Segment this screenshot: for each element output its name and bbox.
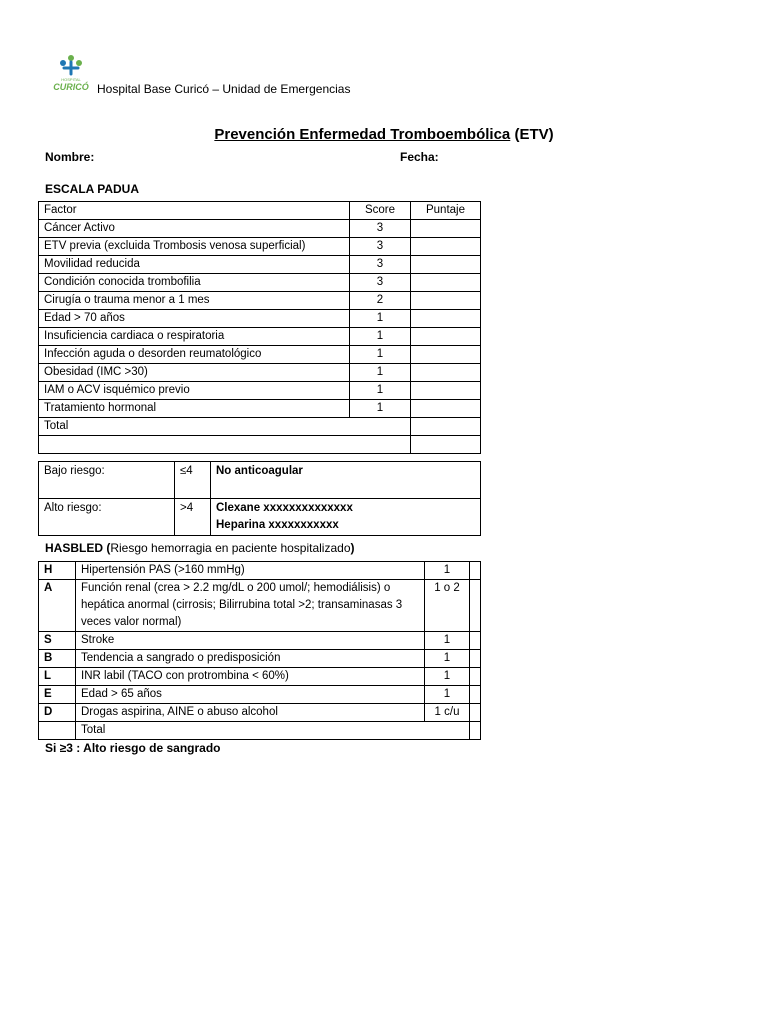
table-row (39, 668, 481, 686)
svg-text:CURICÓ: CURICÓ (53, 82, 89, 92)
table-row (39, 346, 481, 364)
table-row (39, 562, 481, 580)
table-row (39, 328, 481, 346)
padua-score: 3 (350, 220, 411, 238)
padua-total-row (39, 418, 481, 436)
hasbled-score: 1 (425, 632, 470, 650)
table-row (39, 238, 481, 256)
hospital-name: Hospital Base Curicó – Unidad de Emergencias (97, 82, 351, 96)
padua-puntaje-cell[interactable] (411, 292, 481, 310)
table-row (39, 400, 481, 418)
table-row (39, 220, 481, 238)
hasbled-text: Hipertensión PAS (>160 mmHg) (76, 562, 425, 580)
padua-factor: Edad > 70 años (39, 310, 350, 328)
title-main: Prevención Enfermedad Tromboembólica (214, 126, 511, 143)
padua-puntaje-cell[interactable] (411, 256, 481, 274)
hasbled-puntaje-cell[interactable] (470, 632, 481, 650)
hasbled-letter: D (39, 704, 76, 722)
padua-factor: Obesidad (IMC >30) (39, 364, 350, 382)
table-row (39, 256, 481, 274)
padua-table (38, 201, 481, 454)
risk-table (38, 461, 481, 536)
padua-total-label: Total (39, 418, 411, 436)
padua-score: 3 (350, 274, 411, 292)
padua-score: 3 (350, 238, 411, 256)
hasbled-letter: L (39, 668, 76, 686)
table-row (39, 310, 481, 328)
table-row (39, 364, 481, 382)
hasbled-text: Tendencia a sangrado o predisposición (76, 650, 425, 668)
hasbled-total-label: Total (76, 722, 470, 740)
hasbled-total-cell[interactable] (470, 722, 481, 740)
hasbled-puntaje-cell[interactable] (470, 686, 481, 704)
table-row (39, 704, 481, 722)
table-row (39, 499, 481, 536)
padua-factor: Cirugía o trauma menor a 1 mes (39, 292, 350, 310)
high-risk-action-heparina: Heparina xxxxxxxxxxx (216, 519, 339, 531)
table-row (39, 686, 481, 704)
hasbled-score: 1 (425, 650, 470, 668)
table-row (39, 462, 481, 499)
hasbled-puntaje-cell[interactable] (470, 580, 481, 632)
padua-puntaje-cell[interactable] (411, 400, 481, 418)
hasbled-heading-rest: Riesgo hemorragia en paciente hospitalizado (110, 541, 351, 555)
padua-factor: Infección aguda o desorden reumatológico (39, 346, 350, 364)
padua-puntaje-cell[interactable] (411, 274, 481, 292)
svg-text:HOSPITAL: HOSPITAL (61, 77, 81, 82)
padua-score: 1 (350, 382, 411, 400)
hasbled-puntaje-cell[interactable] (470, 668, 481, 686)
hasbled-note: Si ≥3 : Alto riesgo de sangrado (45, 741, 221, 755)
padua-factor: Insuficiencia cardiaca o respiratoria (39, 328, 350, 346)
nombre-label: Nombre: (45, 150, 95, 164)
hasbled-heading-close: ) (350, 541, 355, 555)
padua-puntaje-cell[interactable] (411, 382, 481, 400)
padua-score: 1 (350, 346, 411, 364)
table-row (39, 650, 481, 668)
hasbled-score: 1 o 2 (425, 580, 470, 632)
padua-factor: Cáncer Activo (39, 220, 350, 238)
table-row (39, 580, 481, 632)
low-risk-action: No anticoagular (211, 462, 481, 499)
low-risk-threshold: ≤4 (175, 462, 211, 499)
hasbled-total-row (39, 722, 481, 740)
hasbled-total-blank (39, 722, 76, 740)
hasbled-text: Stroke (76, 632, 425, 650)
hasbled-letter: H (39, 562, 76, 580)
hasbled-puntaje-cell[interactable] (470, 704, 481, 722)
hasbled-letter: E (39, 686, 76, 704)
low-risk-label: Bajo riesgo: (39, 462, 175, 499)
high-risk-action (211, 499, 481, 536)
padua-puntaje-cell[interactable] (411, 364, 481, 382)
hasbled-heading (45, 541, 355, 555)
hasbled-table (38, 561, 481, 740)
hasbled-letter: S (39, 632, 76, 650)
padua-header-factor: Factor (39, 202, 350, 220)
padua-factor: IAM o ACV isquémico previo (39, 382, 350, 400)
table-row (39, 632, 481, 650)
hasbled-score: 1 (425, 668, 470, 686)
padua-score: 1 (350, 310, 411, 328)
high-risk-label: Alto riesgo: (39, 499, 175, 536)
hasbled-text: INR labil (TACO con protrombina < 60%) (76, 668, 425, 686)
padua-score: 3 (350, 256, 411, 274)
padua-puntaje-cell[interactable] (411, 238, 481, 256)
padua-score: 2 (350, 292, 411, 310)
hasbled-letter: A (39, 580, 76, 632)
padua-empty-row (39, 436, 481, 454)
hasbled-score: 1 (425, 686, 470, 704)
hasbled-text: Función renal (crea > 2.2 mg/dL o 200 umol/; hemodiálisis) o hepática anormal (cirrosis; Bilirrubina total >2; transaminasas 3 veces valor normal) (76, 580, 425, 632)
hasbled-heading-bold: HASBLED ( (45, 541, 111, 555)
hasbled-puntaje-cell[interactable] (470, 562, 481, 580)
padua-puntaje-cell[interactable] (411, 220, 481, 238)
padua-score: 1 (350, 400, 411, 418)
document-title (0, 126, 768, 143)
padua-empty-cell (39, 436, 411, 454)
padua-score: 1 (350, 364, 411, 382)
hasbled-letter: B (39, 650, 76, 668)
hasbled-score: 1 (425, 562, 470, 580)
padua-puntaje-cell[interactable] (411, 328, 481, 346)
padua-header-puntaje: Puntaje (411, 202, 481, 220)
high-risk-action-clexane: Clexane xxxxxxxxxxxxxx (216, 502, 353, 514)
padua-puntaje-cell[interactable] (411, 346, 481, 364)
padua-factor: Condición conocida trombofilia (39, 274, 350, 292)
table-row (39, 292, 481, 310)
padua-score: 1 (350, 328, 411, 346)
hasbled-text: Drogas aspirina, AINE o abuso alcohol (76, 704, 425, 722)
padua-empty-cell (411, 436, 481, 454)
padua-header-row (39, 202, 481, 220)
padua-puntaje-cell[interactable] (411, 310, 481, 328)
high-risk-threshold: >4 (175, 499, 211, 536)
hasbled-score: 1 c/u (425, 704, 470, 722)
padua-factor: Tratamiento hormonal (39, 400, 350, 418)
padua-total-cell[interactable] (411, 418, 481, 436)
padua-factor: Movilidad reducida (39, 256, 350, 274)
padua-heading: ESCALA PADUA (45, 182, 140, 196)
padua-header-score: Score (350, 202, 411, 220)
table-row (39, 274, 481, 292)
hospital-logo (50, 52, 92, 94)
fecha-label: Fecha: (400, 150, 439, 164)
hasbled-text: Edad > 65 años (76, 686, 425, 704)
padua-factor: ETV previa (excluida Trombosis venosa superficial) (39, 238, 350, 256)
table-row (39, 382, 481, 400)
hasbled-puntaje-cell[interactable] (470, 650, 481, 668)
title-suffix: (ETV) (510, 126, 554, 143)
